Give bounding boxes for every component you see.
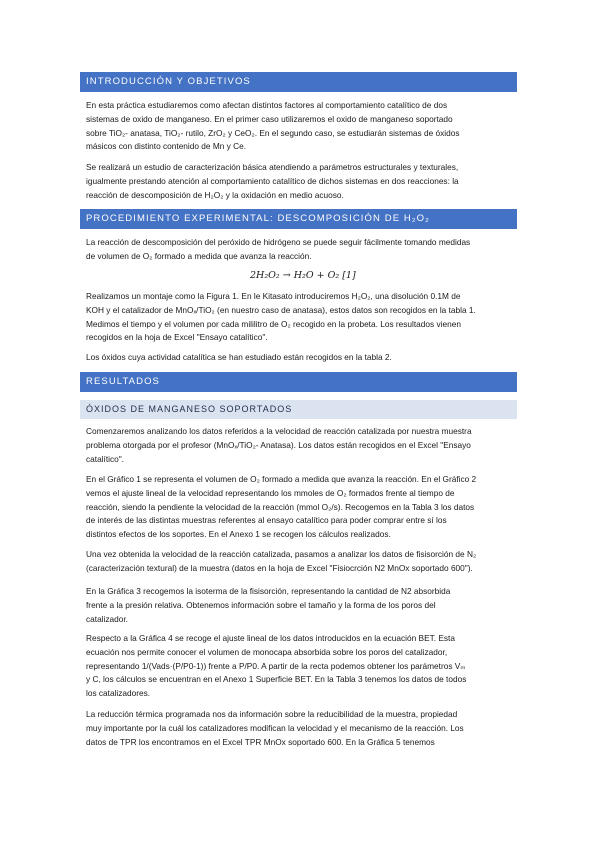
text-line: La reacción de descomposición del peróxido de hidrógeno se puede seguir fácilmente tomando medidas <box>86 237 471 247</box>
text-line: (caracterización textural) de la muestra (datos en la hoja de Excel "Fisiocrción N2 MnOx soportado 600"). <box>86 562 473 573</box>
text-line: de interés de las distintas muestras referentes al ensayo catalítico para poder comprar entre sí los <box>86 515 447 526</box>
results-paragraph-6 <box>86 708 514 749</box>
text-line: frente a la presión relativa. Obtenemos información sobre el tamaño y la forma de los poros del <box>86 599 436 610</box>
text-line: muy importante por la cuál los catalizadores modifican la velocidad y el mecanismo de la reacción. Los <box>86 722 464 733</box>
section-heading-resultados: RESULTADOS <box>80 372 517 392</box>
text-line: En el Gráfico 1 se representa el volumen de O₂ formado a medida que avanza la reacción. En el Gráfico 2 <box>86 474 477 484</box>
text-line: Realizamos un montaje como la Figura 1. En le Kitasato introduciremos H₂O₂, una disolución 0.1M de <box>86 291 461 301</box>
text-line: representando 1/(Vads·(P/P0-1)) frente a P/P0. A partir de la recta podemos obtener los parámetros Vₘ <box>86 660 466 671</box>
intro-paragraph-2 <box>86 161 514 202</box>
text-line: vemos el ajuste lineal de la velocidad representando los mmoles de O₂ formados frente al tiempo de <box>86 487 455 498</box>
text-line: KOH y el catalizador de MnOₓ/TiO₂ (en nuestro caso de anatasa), estos datos son recogidos en la tabla 1. <box>86 304 476 315</box>
subsection-heading-oxidos-soportados: ÓXIDOS DE MANGANESO SOPORTADOS <box>80 400 517 419</box>
text-line: Comenzaremos analizando los datos referidos a la velocidad de reacción catalizada por nuestra muestra <box>86 426 472 436</box>
results-paragraph-5 <box>86 632 514 701</box>
text-line: Respecto a la Gráfica 4 se recoge el ajuste lineal de los datos introducidos en la ecuación BET. Esta <box>86 633 455 643</box>
section-heading-introduccion: INTRODUCCIÓN Y OBJETIVOS <box>80 72 517 92</box>
procedure-paragraph-1 <box>86 236 514 264</box>
text-line: igualmente prestando atención al comportamiento catalítico de dichos sistemas en dos reacciones: la <box>86 175 459 186</box>
results-paragraph-2 <box>86 473 514 542</box>
results-paragraph-4 <box>86 585 514 626</box>
text-line: de volumen de O₂ formado a medida que avanza la reacción. <box>86 250 312 261</box>
procedure-paragraph-3 <box>86 351 514 365</box>
intro-paragraph-1 <box>86 99 514 154</box>
text-line: sistemas de oxido de manganeso. En el primer caso utilizaremos el oxido de manganeso soportado <box>86 113 453 124</box>
text-line: problema otorgada por el profesor (MnOₓ/TiO₂- Anatasa). Los datos están recogidos en el Excel "Ensayo <box>86 439 471 450</box>
results-paragraph-3 <box>86 548 514 576</box>
text-line: La reducción térmica programada nos da información sobre la reducibilidad de la muestra, propiedad <box>86 709 458 719</box>
text-line: Una vez obtenida la velocidad de la reacción catalizada, pasamos a analizar los datos de fisisorción de N₂ <box>86 549 477 559</box>
text-line: En esta práctica estudiaremos como afectan distintos factores al comportamiento catalítico de dos <box>86 100 448 110</box>
text-line: catalizador. <box>86 613 128 624</box>
results-paragraph-1 <box>86 425 514 466</box>
section-heading-procedimiento: PROCEDIMIENTO EXPERIMENTAL: DESCOMPOSICIÓN DE H₂O₂ <box>80 209 517 229</box>
text-line: reacción de descomposición de H₂O₂ y la oxidación en medio acuoso. <box>86 189 344 200</box>
procedure-paragraph-2 <box>86 290 514 345</box>
text-line: recogidos en la hoja de Excel "Ensayo catalítico". <box>86 332 268 343</box>
text-line: Medimos el tiempo y el volumen por cada mililitro de O₂ recogido en la probeta. Los resultados vienen <box>86 318 461 329</box>
text-line: y C, los cálculos se encuentran en el Anexo 1 Superficie BET. En la Tabla 3 tenemos los datos de todos <box>86 674 467 685</box>
text-line: datos de TPR los encontramos en el Excel TPR MnOx soportado 600. En la Gráfica 5 tenemos <box>86 736 435 747</box>
text-line: Se realizará un estudio de caracterización básica atendiendo a parámetros estructurales y texturales, <box>86 162 459 172</box>
text-line: distintos efectos de los soportes. En el Anexo 1 se recogen los cálculos realizados. <box>86 529 391 540</box>
text-line: Los óxidos cuya actividad catalítica se han estudiado están recogidos en la tabla 2. <box>86 352 392 362</box>
text-line: los catalizadores. <box>86 688 151 699</box>
text-line: másicos con distinto contenido de Mn y Ce. <box>86 141 247 152</box>
text-line: sobre TiO₂- anatasa, TiO₂- rutilo, ZrO₂ y CeO₂. En el segundo caso, se estudiarán sistemas de óxidos <box>86 127 460 138</box>
text-line: catalítico". <box>86 453 124 464</box>
text-line: ecuación nos permite conocer el volumen de monocapa absorbida sobre los poros del catalizador, <box>86 646 448 657</box>
text-line: En la Gráfica 3 recogemos la isoterma de la fisisorción, representando la cantidad de N2 absorbida <box>86 586 451 596</box>
reaction-equation: 2H₂O₂ → H₂O + O₂ [1] <box>250 270 356 281</box>
text-line: reacción, siendo la pendiente la velocidad de la reacción (mmol O₂/s). Recogemos en la Tabla 3 los datos <box>86 501 475 512</box>
